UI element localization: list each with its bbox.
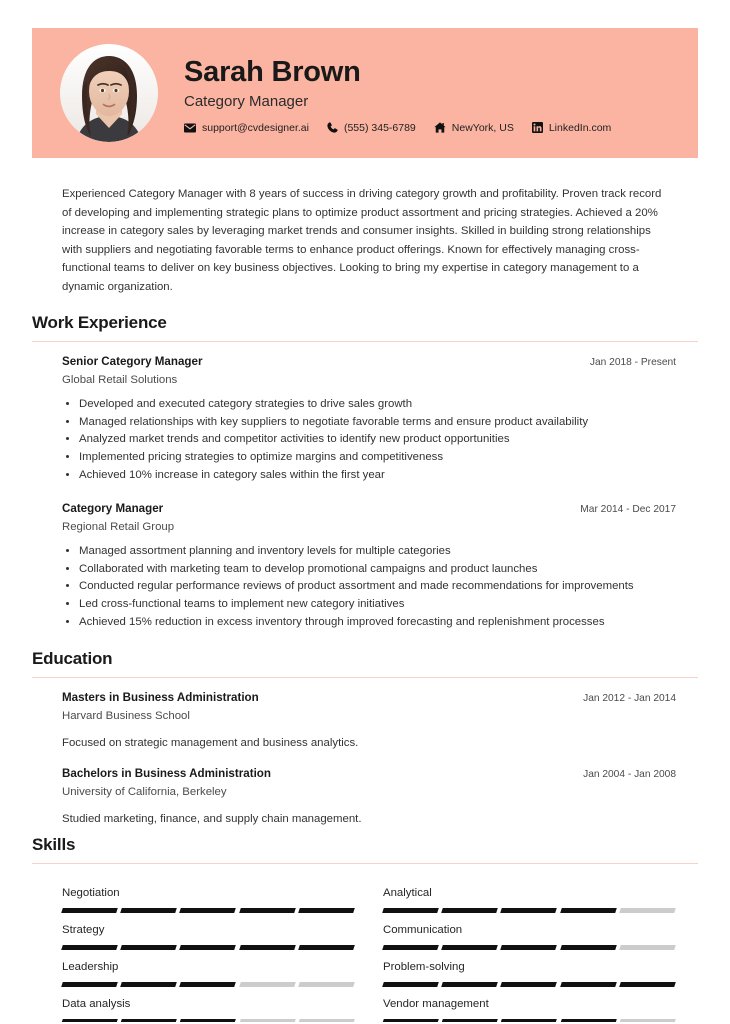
skill-segment-filled	[382, 908, 439, 913]
skill-segment-filled	[180, 945, 237, 950]
list-item: • Implemented pricing strategies to optimize margins and competitiveness	[79, 449, 676, 466]
page-title: Sarah Brown	[184, 55, 361, 88]
contact-email[interactable]	[184, 122, 309, 134]
section-education	[32, 648, 698, 828]
linkedin-icon	[532, 122, 543, 133]
skill-item	[383, 876, 676, 913]
work-entry-date: Jan 2018 - Present	[589, 357, 676, 368]
contact-email-label: support@cvdesigner.ai	[202, 121, 309, 134]
skill-segment-filled	[298, 945, 355, 950]
skill-segment-filled	[501, 945, 558, 950]
skill-segment-filled	[560, 982, 617, 987]
skill-level-bar	[383, 945, 675, 950]
education-entry-desc: Studied marketing, finance, and supply chain management.	[62, 813, 362, 825]
skill-name-label: Analytical	[383, 887, 432, 899]
header-text-block	[184, 53, 611, 134]
job-role-subtitle: Category Manager	[184, 92, 309, 110]
education-entry-header	[62, 766, 676, 783]
skill-item	[62, 950, 355, 987]
skill-item	[383, 913, 676, 950]
list-item: • Achieved 10% increase in category sales within the first year	[79, 467, 676, 484]
skill-name-label: Leadership	[62, 961, 119, 973]
email-icon	[184, 123, 196, 133]
section-divider	[32, 341, 698, 342]
skill-segment-filled	[501, 982, 558, 987]
skill-segment-filled	[382, 982, 439, 987]
skill-name-label: Problem-solving	[383, 961, 465, 973]
contact-location[interactable]	[434, 122, 514, 134]
skill-item	[62, 913, 355, 950]
education-entry	[62, 766, 676, 828]
skill-segment-filled	[239, 945, 296, 950]
work-entry-list	[32, 354, 698, 631]
skill-segment-filled	[298, 908, 355, 913]
section-divider	[32, 677, 698, 678]
list-item: • Led cross-functional teams to implement new category initiatives	[79, 596, 676, 613]
skill-segment-filled	[619, 982, 676, 987]
contact-location-label: NewYork, US	[451, 121, 514, 134]
skill-segment-filled	[120, 908, 177, 913]
work-entry-bullets	[62, 396, 676, 484]
work-entry-header	[62, 354, 676, 371]
work-entry-header	[62, 501, 676, 518]
list-item: • Conducted regular performance reviews of product assortment and made recommendations for improvements	[79, 578, 676, 595]
work-entry-date: Mar 2014 - Dec 2017	[580, 504, 676, 516]
work-entry	[62, 354, 676, 484]
skill-segment-filled	[441, 982, 498, 987]
contact-phone[interactable]	[327, 122, 416, 134]
section-divider	[32, 863, 698, 864]
skill-level-bar	[383, 908, 675, 913]
skill-name-label: Communication	[383, 924, 463, 936]
skill-segment-filled	[239, 908, 296, 913]
skills-grid	[32, 876, 698, 1024]
phone-icon	[327, 122, 338, 133]
portrait-photo-icon	[60, 44, 158, 142]
section-title-education: Education	[32, 649, 113, 668]
work-entry-org: Global Retail Solutions	[62, 374, 178, 386]
skill-segment-filled	[61, 908, 118, 913]
skill-item	[383, 950, 676, 987]
education-entry-list	[32, 690, 698, 828]
skill-segment-filled	[501, 908, 558, 913]
section-work-experience	[32, 312, 698, 632]
section-title-work-experience: Work Experience	[32, 313, 167, 332]
list-item: • Collaborated with marketing team to develop promotional campaigns and product launches	[79, 561, 676, 578]
skill-segment-filled	[61, 982, 118, 987]
list-item: • Managed assortment planning and inventory levels for multiple categories	[79, 543, 676, 560]
skill-segment-filled	[120, 982, 177, 987]
skill-name-label: Negotiation	[62, 887, 120, 899]
list-item: • Managed relationships with key suppliers to negotiate favorable terms and ensure product availability	[79, 414, 676, 431]
home-icon	[434, 122, 446, 133]
education-entry-org: Harvard Business School	[62, 710, 190, 722]
education-entry-org: University of California, Berkeley	[62, 786, 227, 798]
work-entry-title: Category Manager	[62, 502, 164, 516]
professional-summary: Experienced Category Manager with 8 years of success in driving category growth and profitability. Proven track record of developing and implementing strategic plans to optimize product assortment and pricing strategies. Achieved a 20% increase in category sales by leveraging market trends and consumer insights. Skilled in building strong relationships with suppliers and negotiating favorable terms to enhance product offerings. Known for effectively managing cross-functional teams to deliver on key business objectives. Looking to bring my expertise in category management to a dynamic organization.	[62, 188, 662, 293]
skill-segment-filled	[441, 908, 498, 913]
education-entry	[62, 690, 676, 752]
skill-segment-filled	[560, 908, 617, 913]
skill-segment-empty	[619, 908, 676, 913]
education-entry-date: Jan 2004 - Jan 2008	[583, 769, 676, 780]
contact-row	[184, 122, 611, 134]
education-entry-date: Jan 2012 - Jan 2014	[583, 693, 676, 704]
section-skills	[32, 834, 698, 1024]
skill-segment-filled	[61, 945, 118, 950]
education-entry-title: Bachelors in Business Administration	[62, 767, 271, 780]
skill-level-bar	[62, 945, 354, 950]
list-item: • Developed and executed category strategies to drive sales growth	[79, 396, 676, 413]
skill-item	[62, 987, 355, 1024]
skill-item	[62, 876, 355, 913]
skill-segment-filled	[560, 945, 617, 950]
skill-segment-empty	[298, 982, 355, 987]
list-item: • Analyzed market trends and competitor activities to identify new product opportunities	[79, 431, 676, 448]
skill-segment-filled	[180, 982, 237, 987]
avatar	[60, 44, 158, 142]
work-entry-title: Senior Category Manager	[62, 355, 203, 368]
skill-level-bar	[62, 908, 354, 913]
contact-linkedin-label: LinkedIn.com	[548, 121, 612, 134]
contact-phone-label: (555) 345-6789	[343, 121, 416, 134]
skill-segment-filled	[120, 945, 177, 950]
education-entry-header	[62, 690, 676, 707]
skill-segment-empty	[239, 982, 296, 987]
list-item: • Achieved 15% reduction in excess inventory through improved forecasting and replenishment processes	[79, 614, 676, 631]
skill-segment-filled	[441, 945, 498, 950]
skill-segment-filled	[180, 908, 237, 913]
skill-item	[383, 987, 676, 1024]
skill-name-label: Vendor management	[383, 998, 489, 1010]
education-entry-title: Masters in Business Administration	[62, 691, 259, 704]
skill-segment-filled	[382, 945, 439, 950]
skill-name-label: Data analysis	[62, 998, 131, 1010]
work-entry-org: Regional Retail Group	[62, 521, 175, 534]
resume-header	[32, 28, 698, 158]
work-entry	[62, 501, 676, 631]
skill-segment-empty	[619, 945, 676, 950]
education-entry-desc: Focused on strategic management and business analytics.	[62, 737, 359, 749]
skill-level-bar	[62, 982, 354, 987]
section-title-skills: Skills	[32, 835, 76, 854]
skill-level-bar	[383, 982, 675, 987]
contact-linkedin[interactable]	[532, 122, 611, 134]
skill-name-label: Strategy	[62, 924, 105, 936]
work-entry-bullets	[62, 543, 676, 631]
